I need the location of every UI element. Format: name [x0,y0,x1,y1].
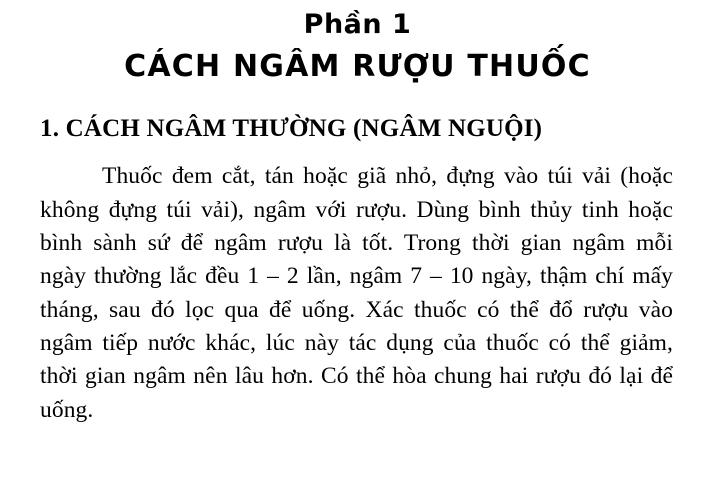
body-paragraph: Thuốc đem cắt, tán hoặc giã nhỏ, đựng vào túi vải (hoặc không đựng túi vải), ngâm với rượu. Dùng bình thủy tinh hoặc bình sành sứ để ngâm rượu là tốt. Trong thời gian ngâm mỗi ngày thường lắc đều 1 – 2 lần, ngâm 7 – 10 ngày, thậm chí mấy tháng, sau đó lọc qua để uống. Xác thuốc có thể đổ rượu vào ngâm tiếp nước khác, lúc này tác dụng của thuốc có thể giảm, thời gian ngâm nên lâu hơn. Có thể hòa chung hai rượu đó lại để uống. [40,163,673,423]
page-title: CÁCH NGÂM RƯỢU THUỐC [124,48,591,84]
part-title: Phần 1 [303,9,412,40]
section-heading: 1. CÁCH NGÂM THƯỜNG (NGÂM NGUỘI) [40,115,543,143]
